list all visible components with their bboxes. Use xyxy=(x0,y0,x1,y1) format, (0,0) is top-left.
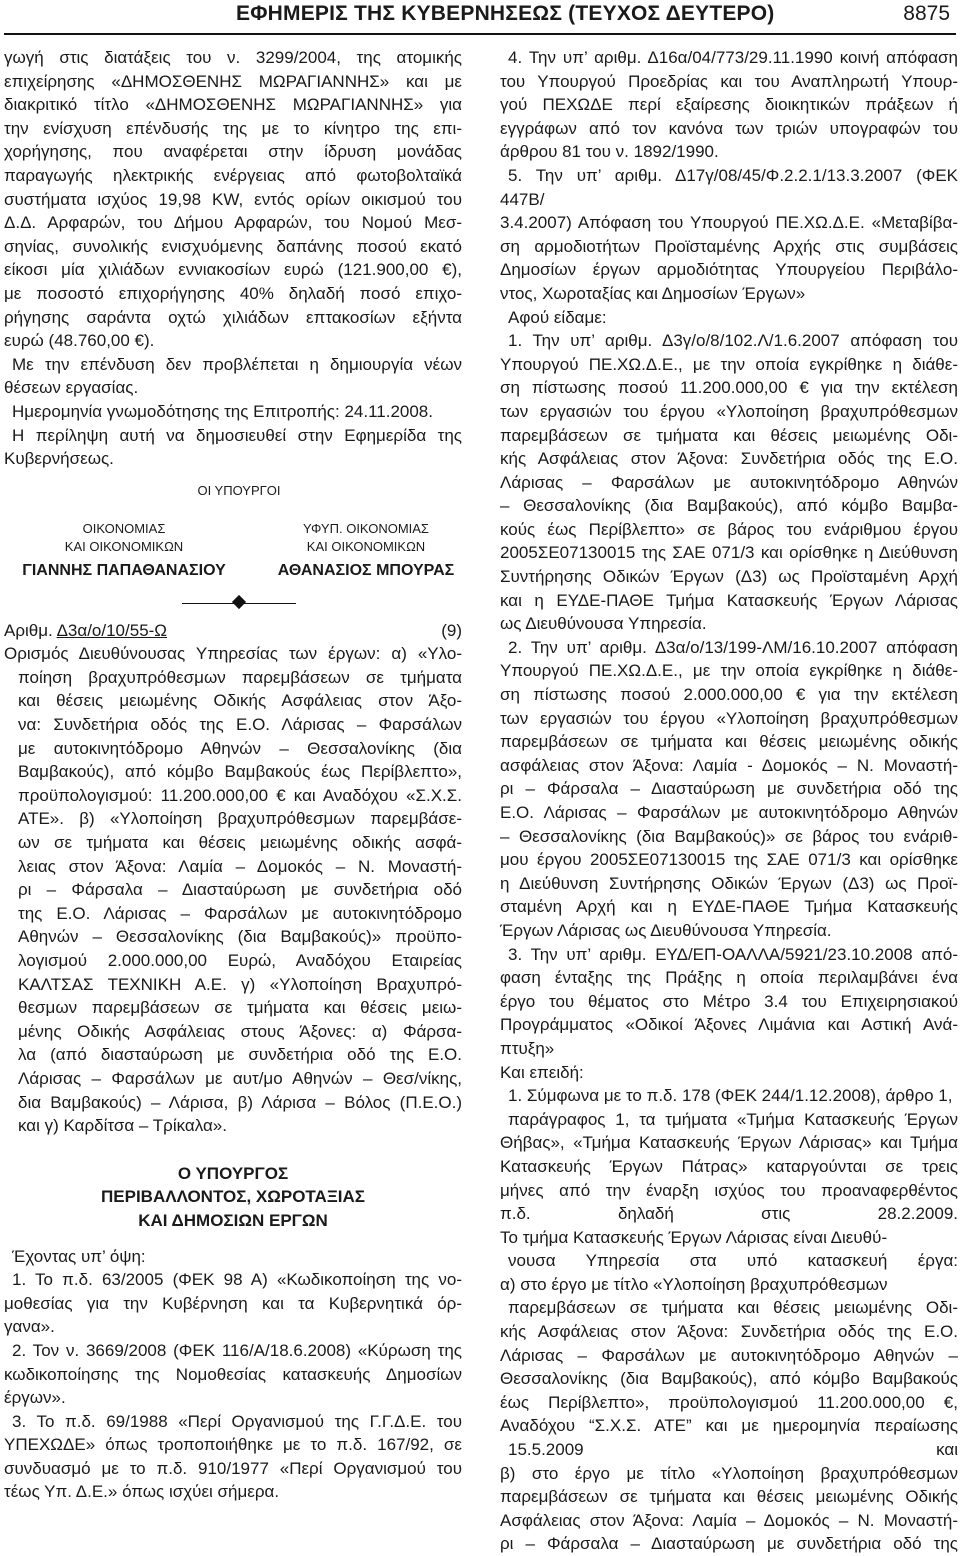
text-line: 2. Τον ν. 3669/2008 (ΦΕΚ 116/Α/18.6.2008) «Κύρωση της xyxy=(12,1340,462,1360)
text-line: ση πίστωσης ποσού 2.000.000,00 € για την εκτέλεση xyxy=(500,685,958,705)
text-line: παρεμβάσεων σε τμήματα και θέσεις μειωμένης Οδικής xyxy=(500,1487,958,1507)
text-line: σηνίας, συνολικής ενισχυόμενης δαπάνης ποσού εκατό xyxy=(4,236,462,256)
text-line: παραγωγής ηλεκτρικής ενέργειας από φωτοβολταϊκά xyxy=(4,165,462,185)
text-line: Το τμήμα Κατασκευής Έργων Λάρισας είναι Διευθύ- xyxy=(500,1227,888,1247)
text-line: λογισμού 2.000.000,00 Ευρώ, Αναδόχου Εταιρείας xyxy=(18,951,462,970)
text-line: συνδυασμό με το π.δ. 910/1977 «Περί Οργανισμού του xyxy=(4,1458,462,1478)
text-line: ως Διευθύνουσα Υπηρεσία. xyxy=(500,614,707,634)
text-line: μήνες από την έναρξη ισχύος του προαναφερθέντος xyxy=(500,1180,958,1200)
text-line: Υπουργού ΠΕ.ΧΩ.Δ.Ε., με την οποία εγκρίθηκε η διάθε- xyxy=(500,354,958,374)
signer-right-role-2: ΚΑΙ ΟΙΚΟΝΟΜΙΚΩΝ xyxy=(306,538,426,554)
text-line: Συντήρησης Οδικών Έργων (Δ3) ως Προϊσταμένη Αρχή xyxy=(500,567,958,587)
having-regard: Έχοντας υπ’ όψη: xyxy=(12,1246,146,1266)
decision-subject xyxy=(4,642,462,1137)
text-line: γωγή στις διατάξεις του ν. 3299/2004, της ατομικής xyxy=(4,48,462,67)
text-line: Και επειδή: xyxy=(500,1062,584,1082)
text-line: εγγράφων από τον κανόνα των τριών υπογραφών του xyxy=(500,118,958,138)
text-line: ΑΤΕ». β) «Υλοποίηση βραχυπρόθεσμων παρεμβάσε- xyxy=(18,809,462,829)
text-line: του Υπουργού Προεδρίας και του Αναπληρωτή Υπουρ- xyxy=(500,71,958,91)
text-line: μοθεσίας για την Κυβέρνηση και τα Κυβερνητικά όρ- xyxy=(4,1293,462,1313)
text-line: Ορισμός Διευθύνουσας Υπηρεσίας των έργων: α) «Υλο- xyxy=(4,644,462,664)
text-line: με ποσοστό επιχορήγησης 40% δηλαδή ποσό επιχο- xyxy=(4,283,462,303)
text-line: κής Ασφάλειας στον Άξονα: Συνδετήρια οδός της Ε.Ο. xyxy=(500,1322,958,1342)
text-line: λα (από διασταύρωση με συνδετήρια οδό της Ε.Ο. xyxy=(18,1045,462,1065)
signer-right-role-1: ΥΦΥΠ. ΟΙΚΟΝΟΜΙΑΣ xyxy=(303,520,429,536)
text-line: Αφού είδαμε: xyxy=(508,307,607,327)
text-line: 4. Την υπ’ αριθμ. Δ16α/04/773/29.11.1990 κοινή απόφαση xyxy=(508,48,958,67)
decision-prefix: Αριθμ. xyxy=(4,620,53,640)
text-line: Κατασκευής Έργων Πάτρας» καταργούνται σε τρεις xyxy=(500,1156,958,1176)
text-line: ποίηση βραχυπρόθεσμων παρεμβάσεων σε τμήματα xyxy=(18,667,462,687)
signer-left-name: ΓΙΑΝΝΗΣ ΠΑΠΑΘΑΝΑΣΙΟΥ xyxy=(22,561,226,579)
text-line: έργο του θέματος στο Μέτρο 3.4 του Επιχειρησιακού xyxy=(500,991,958,1011)
text-line: 1. Σύμφωνα με το π.δ. 178 (ΦΕΚ 244/1.12.2008), άρθρο 1, xyxy=(508,1086,953,1106)
page-number: 8875 xyxy=(903,2,950,25)
text-line: 15.5.2009 και xyxy=(508,1440,958,1460)
text-line: β) στο έργο με τίτλο «Υλοποίηση βραχυπρόθεσμων xyxy=(500,1463,958,1483)
heading-line: ΠΕΡΙΒΑΛΛΟΝΤΟΣ, ΧΩΡΟΤΑΞΙΑΣ xyxy=(101,1187,365,1207)
decision-number: (9) xyxy=(441,620,462,640)
text-line: Αναδόχου “Σ.Χ.Σ. ΑΤΕ” και με ημερομηνία περαίωσης xyxy=(500,1416,958,1436)
text-line: Κυβερνήσεως. xyxy=(4,449,114,469)
text-line: πτυξη» xyxy=(500,1038,555,1058)
signature-heading: ΟΙ ΥΠΟΥΡΓΟΙ xyxy=(197,482,281,498)
text-line: ση πίστωσης ποσού 11.200.000,00 € για την εκτέλεση xyxy=(500,378,958,398)
signature-block xyxy=(4,471,462,589)
text-line: με αυτοκινητόδρομο Αθηνών – Θεσσαλονίκης (δια xyxy=(18,738,462,758)
heading-line: ΚΑΙ ΔΗΜΟΣΙΩΝ ΕΡΓΩΝ xyxy=(138,1210,328,1230)
text-line: 2005ΣΕ07130015 της ΣΑΕ 071/3 και ορίσθηκε η Διεύθυνση xyxy=(500,543,958,563)
text-line: έως Περίβλεπτο», προϋπολογισμού 11.200.000,00 €, xyxy=(500,1392,958,1412)
text-line: Έργων Λάρισας ως Διευθύνουσα Υπηρεσία. xyxy=(500,920,832,940)
text-line: – Θεσσαλονίκης (δια Βαμβακούς)» σε βάρος του ενάριθ- xyxy=(500,826,958,846)
text-line: Υπουργού ΠΕ.ΧΩ.Δ.Ε., με την οποία εγκρίθηκε η διάθε- xyxy=(500,661,958,681)
text-line: ων σε τμήματα και θέσεις μειωμένης οδικής ασφά- xyxy=(18,833,462,853)
text-line: Λάρισας – Φαρσάλων με αυτοκινητόδρομο Αθηνών xyxy=(500,472,958,492)
opinion-date: Ημερομηνία γνωμοδότησης της Επιτροπής: 24.11.2008. xyxy=(12,401,433,421)
decision-code-link[interactable]: Δ3α/ο/10/55-Ω xyxy=(56,620,168,640)
text-line: παράγραφος 1, τα τμήματα «Τμήμα Κατασκευής Έργων xyxy=(508,1109,958,1129)
text-line: – Θεσσαλονίκης (δια Βαμβακούς), από κόμβο Βαμβα- xyxy=(500,496,958,516)
jobs-paragraph xyxy=(4,353,462,400)
text-line: τέως Υπ. Δ.Ε.» όπως ισχύει σήμερα. xyxy=(4,1482,280,1502)
text-line: να: Συνδετήρια οδός της Ε.Ο. Λάρισας – Φαρσάλων xyxy=(18,715,462,735)
text-line: κούς έως Περίβλεπτο» σε βάρος του ενάριθμου έργου xyxy=(500,519,958,539)
text-line: και γ) Καρδίτσα – Τρίκαλα». xyxy=(18,1116,227,1136)
text-line: 1. Την υπ’ αριθμ. Δ3γ/ο/8/102.Λ/1.6.2007 απόφαση του xyxy=(508,331,958,351)
text-line: μου έργου 2005ΣΕ07130015 της ΣΑΕ 071/3 και ορίσθηκε xyxy=(500,850,958,870)
text-line: 1. Το π.δ. 63/2005 (ΦΕΚ 98 Α) «Κωδικοποίηση της νο- xyxy=(12,1270,462,1290)
text-line: 5. Την υπ’ αριθμ. Δ17γ/08/45/Φ.2.2.1/13.3.2007 (ΦΕΚ 447Β/ xyxy=(500,165,958,209)
text-line: 3. Την υπ’ αριθμ. ΕΥΔ/ΕΠ-ΟΑΛΛΑ/5921/23.10.2008 από- xyxy=(508,944,958,964)
text-line: Προγράμματος «Οδικοί Άξονες Λιμάνια και Αστική Ανά- xyxy=(500,1015,958,1035)
text-line: Ασφάλειας στον Άξονα: Λαμία – Δομοκός – Ν. Μοναστή- xyxy=(500,1510,958,1530)
text-line: μένης Οδικής Ασφάλειας στους Άξονες: α) Φάρσα- xyxy=(18,1021,462,1041)
text-line: κής Ασφάλειας στον Άξονα: Συνδετήρια οδός της Ε.Ο. xyxy=(500,449,958,469)
text-line: των εργασιών του έργου «Υλοποίηση βραχυπρόθεσμων xyxy=(500,401,958,421)
text-line: γού ΠΕΧΩΔΕ περί εξαίρεσης διοικητικών πράξεων ή xyxy=(500,95,958,115)
text-line: διακριτικό τίτλο «ΔΗΜΟΣΘΕΝΗΣ ΜΩΡΑΓΙΑΝΝΗΣ» για xyxy=(4,95,462,115)
text-line: φαση ένταξης της Πράξης η οποία περιλαμβάνει ένα xyxy=(500,968,958,988)
publish-paragraph xyxy=(4,424,462,471)
text-line: Δημοσίων έργων αρμοδιότητας Υπουργείου Περιβάλο- xyxy=(500,260,958,280)
text-line: Με την επένδυση δεν προβλέπεται η δημιουργία νέων xyxy=(12,354,462,374)
text-line: παρεμβάσεων σε τμήματα και θέσεις μειωμένης οδικής xyxy=(500,732,958,752)
text-line: κωδικοποίησης της Νομοθεσίας κατασκευής Δημοσίων xyxy=(4,1364,462,1384)
text-line: π.δ. δηλαδή στις 28.2.2009. xyxy=(500,1204,958,1224)
right-column xyxy=(500,46,958,1556)
text-line: α) στο έργο με τίτλο «Υλοποίηση βραχυπρόθεσμων xyxy=(500,1274,888,1294)
text-line: ρι – Φάρσαλα – Διασταύρωση με συνδετήρια οδό της xyxy=(500,1534,958,1554)
header-rule xyxy=(4,33,956,35)
text-line: ευρώ (48.760,00 €). xyxy=(4,331,155,351)
text-line: θέσεων εργασίας. xyxy=(4,378,139,398)
text-line: ρήγησης σαράντα οχτώ χιλιάδων επτακοσίων εξήντα xyxy=(4,307,462,327)
text-line: 2. Την υπ’ αριθμ. Δ3α/ο/13/199-ΛΜ/16.10.2007 απόφαση xyxy=(508,637,958,657)
text-line: 3.4.2007) Απόφαση του Υπουργού ΠΕ.ΧΩ.Δ.Ε. «Μεταβίβα- xyxy=(500,213,958,233)
heading-line: Ο ΥΠΟΥΡΓΟΣ xyxy=(177,1163,289,1183)
text-line: των εργασιών του έργου «Υλοποίηση βραχυπρόθεσμων xyxy=(500,708,958,728)
text-line: σταμένη Αρχή και η ΕΥΔΕ-ΠΑΘΕ Τμήμα Κατασκευής xyxy=(500,897,958,917)
intro-paragraph xyxy=(4,46,462,353)
text-line: ΥΠΕΧΩΔΕ» όπως τροποποιήθηκε με το π.δ. 167/92, σε xyxy=(4,1435,462,1455)
regard-items xyxy=(4,1268,462,1504)
text-line: γανα». xyxy=(4,1317,55,1337)
text-line: ρι – Φάρσαλα – Διασταύρωση με συνδετήρια οδό xyxy=(18,880,462,900)
text-line: Δ.Δ. Αρφαρών, του Δήμου Αρφαρών, του Νομού Μεσ- xyxy=(4,213,462,233)
minister-heading xyxy=(4,1162,462,1233)
text-line: Ε.Ο. Λάρισας – Φαρσάλων με αυτοκινητόδρομο Αθηνών xyxy=(500,803,958,822)
text-line: προϋπολογισμού: 11.200.000,00 € και Αναδόχου «Σ.Χ.Σ. xyxy=(18,785,462,805)
text-line: την ενίσχυση επένδυσής της με το κίνητρο της επι- xyxy=(4,118,462,138)
text-line: έργων». xyxy=(4,1388,66,1408)
text-line: Λάρισας – Φαρσάλων με αυτ/μο Αθηνών – Θεσ/νίκης, xyxy=(18,1068,462,1088)
text-line: και η ΕΥΔΕ-ΠΑΘΕ Τμήμα Κατασκευής Έργων Λάρισας xyxy=(500,590,958,610)
text-line: νουσα Υπηρεσία στα υπό κατασκευή έργα: xyxy=(508,1251,958,1271)
section-divider xyxy=(4,589,462,619)
text-line: και θέσεις μειωμένης Οδικής Ασφάλειας στον Άξο- xyxy=(18,691,462,711)
text-line: επιχείρησης «ΔΗΜΟΣΘΕΝΗΣ ΜΩΡΑΓΙΑΝΝΗΣ» και με xyxy=(4,71,462,91)
left-column xyxy=(4,46,462,1504)
text-line: Βαμβακούς), από κόμβο Βαμβακούς έως Περίβλεπτο», xyxy=(18,762,462,782)
signer-left-role-2: ΚΑΙ ΟΙΚΟΝΟΜΙΚΩΝ xyxy=(64,538,184,554)
text-line: χορήγησης, που αναφέρεται στην ίδρυση μονάδας xyxy=(4,142,462,162)
text-line: δια Βαμβακούς) – Λάρισα, β) Λάρισα – Βόλος (Π.Ε.Ο.) xyxy=(18,1092,462,1112)
text-line: συστήματα ισχύος 19,98 KW, εντός ορίων οικισμού του xyxy=(4,189,462,209)
text-line: Λάρισας – Φαρσάλων με αυτοκινητόδρομο Αθηνών – xyxy=(500,1345,958,1365)
text-line: 3. Το π.δ. 69/1988 «Περί Οργανισμού της Γ.Γ.Δ.Ε. του xyxy=(12,1411,462,1431)
text-line: Θήβας», «Τμήμα Κατασκευής Έργων Λάρισας» και Τμήμα xyxy=(500,1133,958,1153)
text-line: ΚΑΛΤΣΑΣ ΤΕΧΝΙΚΗ Α.Ε. γ) «Υλοποίηση Βραχυπρό- xyxy=(18,974,462,994)
page-header xyxy=(0,0,960,34)
text-line: είκοσι μία χιλιάδων εννιακοσίων ευρώ (121.900,00 €), xyxy=(4,260,462,280)
gazette-title: ΕΦΗΜΕΡΙΣ ΤΗΣ ΚΥΒΕΡΝΗΣΕΩΣ (ΤΕΥΧΟΣ ΔΕΥΤΕΡΟ) xyxy=(236,2,775,25)
text-line: Θεσσαλονίκης (δια Βαμβακούς), από κόμβο Βαμβακούς xyxy=(500,1369,958,1389)
signer-left-role-1: ΟΙΚΟΝΟΜΙΑΣ xyxy=(82,520,166,536)
text-line: παρεμβάσεων σε τμήματα και θέσεις μειωμένης Οδι- xyxy=(508,1298,958,1318)
text-line: λειας στον Άξονα: Λαμία – Δομοκός – Ν. Μοναστή- xyxy=(18,856,462,876)
text-line: η Διεύθυνση Συντήρησης Οδικών Έργων (Δ3) ως Προϊ- xyxy=(500,873,958,893)
diamond-ornament xyxy=(232,595,246,609)
text-line: ντος, Χωροταξίας και Δημοσίων Έργων» xyxy=(500,283,806,303)
text-line: θεσμων παρεμβάσεων σε τμήματα και θέσεις μειω- xyxy=(18,998,462,1018)
text-line: ασφάλειας στον Άξονα: Λαμία - Δομοκός – Ν. Μοναστή- xyxy=(500,755,958,775)
text-line: Η περίληψη αυτή να δημοσιευθεί στην Εφημερίδα της xyxy=(12,425,462,445)
signer-right-name: ΑΘΑΝΑΣΙΟΣ ΜΠΟΥΡΑΣ xyxy=(277,561,455,579)
text-line: ση αρμοδιοτήτων Προϊσταμένης Αρχής στις συμβάσεις xyxy=(500,236,958,256)
text-line: ρι – Φάρσαλα – Διασταύρωση με συνδετήρια οδό της xyxy=(500,779,958,799)
text-line: παρεμβάσεων σε τμήματα και θέσεις μειωμένης Οδι- xyxy=(500,425,958,445)
text-line: της Ε.Ο. Λάρισας – Φαρσάλων με αυτοκινητόδρομο xyxy=(18,903,462,923)
text-line: άρθρου 81 του ν. 1892/1990. xyxy=(500,142,719,162)
text-line: Αθηνών – Θεσσαλονίκης (δια Βαμβακούς)» προϋπο- xyxy=(18,927,462,947)
decision-number-line xyxy=(4,619,462,643)
